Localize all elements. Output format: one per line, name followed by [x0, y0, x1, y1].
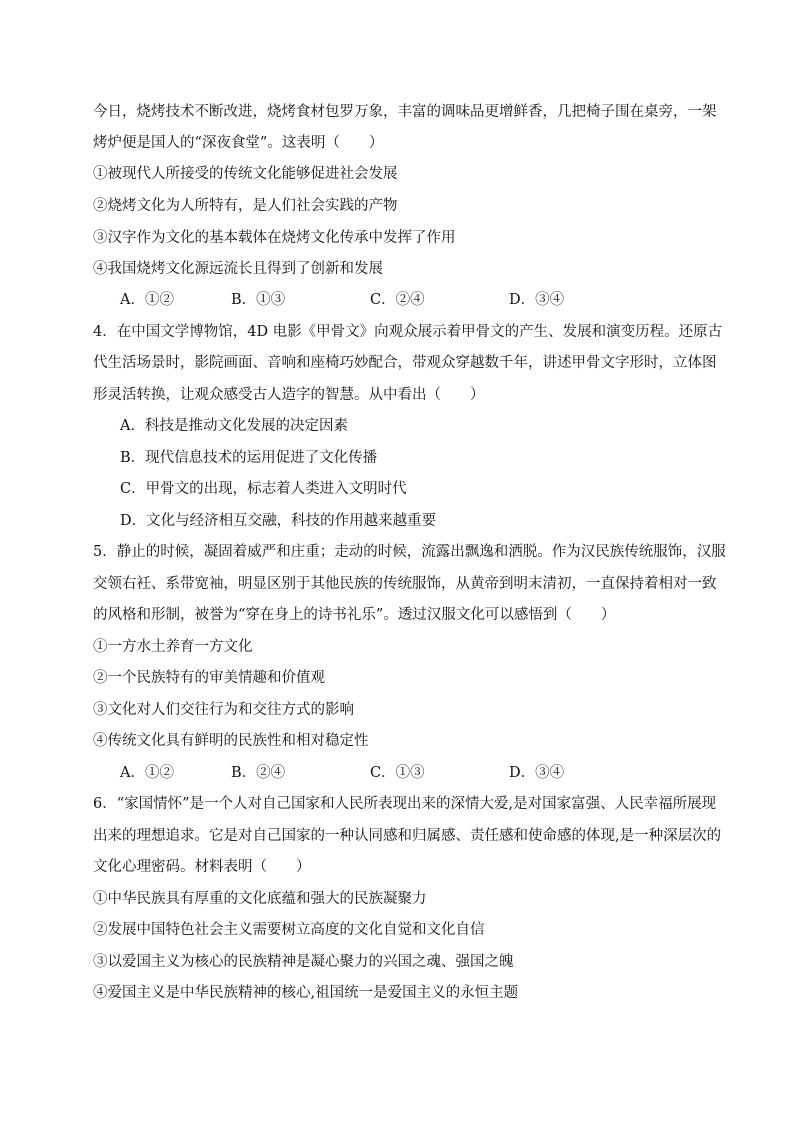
q5-option-c[interactable]: C．①③ [370, 765, 425, 781]
q5-statement-3: ③文化对人们交往行为和交往方式的影响 [93, 702, 354, 718]
q3-option-b[interactable]: B．①③ [231, 292, 286, 308]
q6-statement-3: ③以爱国主义为核心的民族精神是凝心聚力的兴国之魂、强国之魄 [93, 954, 514, 970]
q5-option-b[interactable]: B．②④ [231, 765, 286, 781]
q5-option-d[interactable]: D．③④ [509, 765, 565, 781]
q3-stem-line-2: 烤炉便是国人的“深夜食堂”。这表明（ ） [93, 135, 384, 151]
q6-stem-line-2: 出来的理想追求。它是对自己国家的一种认同感和归属感、责任感和使命感的体现,是一种深层次的 [93, 828, 722, 844]
q4-option-a[interactable]: A．科技是推动文化发展的决定因素 [120, 418, 348, 434]
q3-statement-1: ①被现代人所接受的传统文化能够促进社会发展 [93, 166, 398, 182]
q3-statement-3: ③汉字作为文化的基本载体在烧烤文化传承中发挥了作用 [93, 230, 456, 246]
q6-statement-2: ②发展中国特色社会主义需要树立高度的文化自觉和文化自信 [93, 922, 485, 938]
q5-stem-line-3: 的风格和形制，被誉为“穿在身上的诗书礼乐”。透过汉服文化可以感悟到（ ） [93, 607, 616, 623]
q3-option-a[interactable]: A．①② [120, 292, 174, 308]
q4-option-d[interactable]: D．文化与经济相互交融，科技的作用越来越重要 [120, 513, 437, 529]
q3-option-d[interactable]: D．③④ [509, 292, 565, 308]
q3-statement-2: ②烧烤文化为人所特有，是人们社会实践的产物 [93, 198, 398, 214]
q3-option-c[interactable]: C．②④ [370, 292, 425, 308]
q6-stem-line-1: 6．“家国情怀”是一个人对自己国家和人民所表现出来的深情大爱,是对国家富强、人民幸福所展现 [93, 796, 717, 812]
q5-stem-line-1: 5．静止的时候，凝固着威严和庄重；走动的时候，流露出飘逸和洒脱。作为汉民族传统服饰，汉服 [93, 544, 726, 560]
q6-statement-4: ④爱国主义是中华民族精神的核心,祖国统一是爱国主义的永恒主题 [93, 985, 519, 1001]
q5-statement-4: ④传统文化具有鲜明的民族性和相对稳定性 [93, 733, 369, 749]
q5-statement-1: ①一方水土养育一方文化 [93, 639, 253, 655]
q5-option-a[interactable]: A．①② [120, 765, 174, 781]
q4-stem-line-1: 4．在中国文学博物馆，4D 电影《甲骨文》向观众展示着甲骨文的产生、发展和演变历程。还原古 [93, 324, 723, 340]
q5-statement-2: ②一个民族特有的审美情趣和价值观 [93, 670, 325, 686]
q4-stem-line-3: 形灵活转换，让观众感受古人造字的智慧。从中看出（ ） [93, 387, 485, 403]
q3-statement-4: ④我国烧烤文化源远流长且得到了创新和发展 [93, 261, 383, 277]
q5-stem-line-2: 交领右衽、系带宽袖，明显区别于其他民族的传统服饰，从黄帝到明末清初，一直保持着相对一致 [93, 576, 717, 592]
q4-option-c[interactable]: C．甲骨文的出现，标志着人类进入文明时代 [120, 481, 407, 497]
q6-statement-1: ①中华民族具有厚重的文化底蕴和强大的民族凝聚力 [93, 891, 427, 907]
q4-stem-line-2: 代生活场景时，影院画面、音响和座椅巧妙配合，带观众穿越数千年，讲述甲骨文字形时，立体图 [93, 355, 717, 371]
q4-option-b[interactable]: B．现代信息技术的运用促进了文化传播 [120, 450, 378, 466]
q3-stem-line-1: 今日，烧烤技术不断改进，烧烤食材包罗万象，丰富的调味品更增鲜香，几把椅子围在桌旁，一架 [93, 104, 717, 120]
q6-stem-line-3: 文化心理密码。材料表明（ ） [93, 859, 311, 875]
